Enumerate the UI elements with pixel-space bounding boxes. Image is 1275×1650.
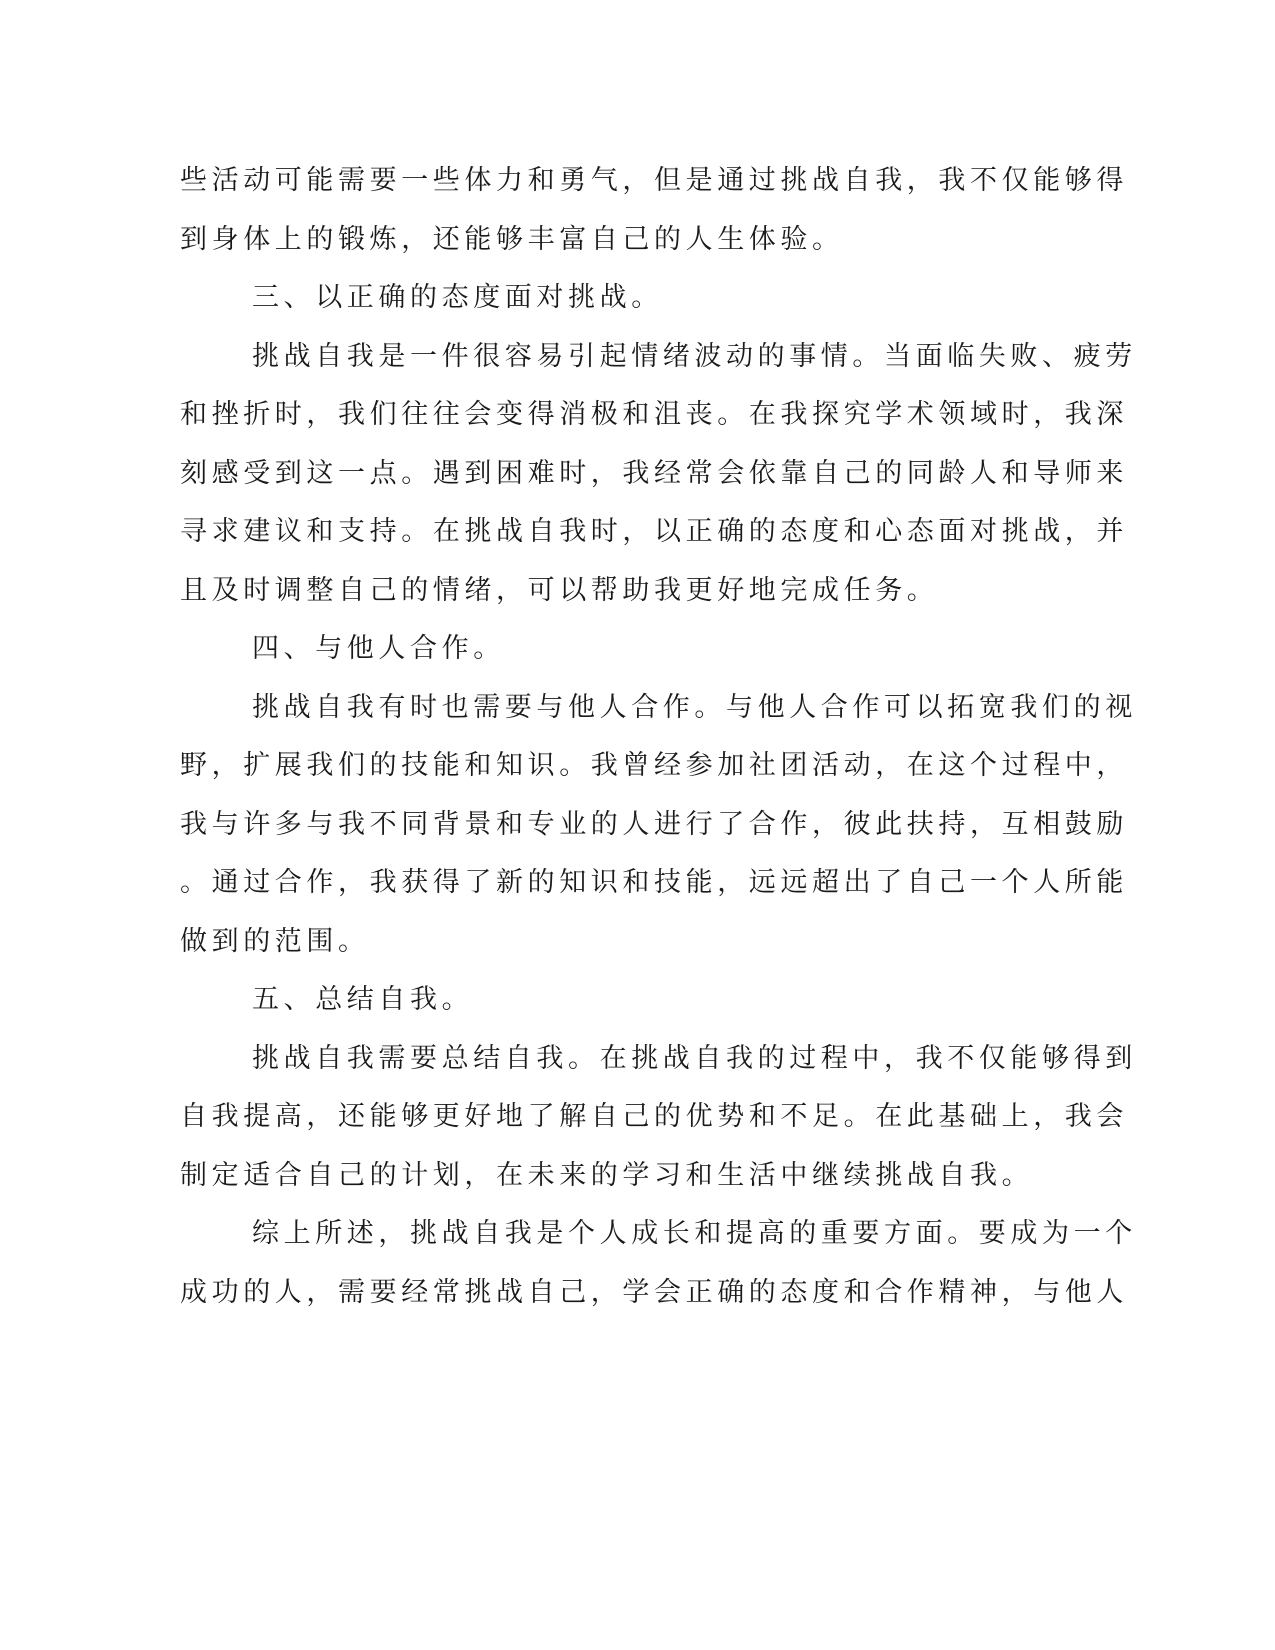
paragraph-line: 挑战自我需要总结自我。在挑战自我的过程中，我不仅能够得到 xyxy=(252,1043,1137,1074)
paragraph-line: 和挫折时，我们往往会变得消极和沮丧。在我探究学术领域时，我深 xyxy=(180,399,1128,430)
paragraph-line: 制定适合自己的计划，在未来的学习和生活中继续挑战自我。 xyxy=(180,1160,1034,1191)
paragraph-line: 我与许多与我不同背景和专业的人进行了合作，彼此扶持，互相鼓励 xyxy=(180,809,1128,840)
paragraph-line: 综上所述，挑战自我是个人成长和提高的重要方面。要成为一个 xyxy=(252,1218,1137,1249)
paragraph-line: 成功的人，需要经常挑战自己，学会正确的态度和合作精神，与他人 xyxy=(180,1277,1128,1308)
section-heading: 四、与他人合作。 xyxy=(252,633,505,664)
paragraph-line: 野，扩展我们的技能和知识。我曾经参加社团活动，在这个过程中， xyxy=(180,750,1128,781)
section-heading: 三、以正确的态度面对挑战。 xyxy=(252,282,663,313)
paragraph-line: 挑战自我是一件很容易引起情绪波动的事情。当面临失败、疲劳 xyxy=(252,341,1137,372)
paragraph-line: 且及时调整自己的情绪，可以帮助我更好地完成任务。 xyxy=(180,575,939,606)
paragraph-line: 。通过合作，我获得了新的知识和技能，远远超出了自己一个人所能 xyxy=(180,867,1128,898)
paragraph-line: 到身体上的锻炼，还能够丰富自己的人生体验。 xyxy=(180,224,844,255)
section-heading: 五、总结自我。 xyxy=(252,984,474,1015)
paragraph-line: 做到的范围。 xyxy=(180,926,370,957)
paragraph-line: 挑战自我有时也需要与他人合作。与他人合作可以拓宽我们的视 xyxy=(252,692,1137,723)
paragraph-line: 寻求建议和支持。在挑战自我时，以正确的态度和心态面对挑战，并 xyxy=(180,516,1128,547)
paragraph-line: 自我提高，还能够更好地了解自己的优势和不足。在此基础上，我会 xyxy=(180,1101,1128,1132)
paragraph-line: 刻感受到这一点。遇到困难时，我经常会依靠自己的同龄人和导师来 xyxy=(180,458,1128,489)
paragraph-line: 些活动可能需要一些体力和勇气，但是通过挑战自我，我不仅能够得 xyxy=(180,165,1128,196)
